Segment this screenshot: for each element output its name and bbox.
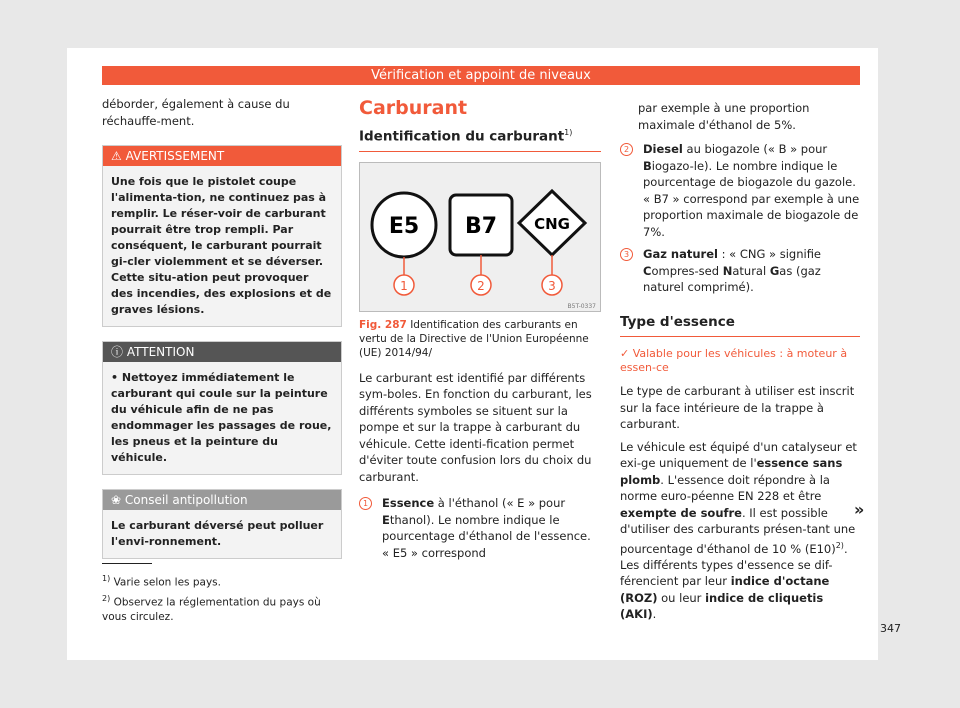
item-text-part: atural: [732, 263, 770, 278]
cng-label: CNG: [534, 214, 570, 233]
footnote-2: [102, 592, 342, 624]
fuel-symbols-svg: [360, 163, 600, 311]
e5-symbol: [372, 193, 436, 257]
item-letter: C: [643, 263, 652, 278]
subsection-heading: [359, 125, 601, 152]
footnote-text: Observez la réglementation du pays où vous circulez.: [102, 596, 321, 623]
list-item-3: [620, 246, 860, 296]
attention-box: [102, 341, 342, 475]
item-number: 3: [620, 248, 633, 261]
figure-number: Fig. 287: [359, 318, 407, 331]
item1-continuation: par exemple à une proportion maximale d'éthanol de 5%.: [638, 101, 810, 132]
item-term: Gaz naturel: [643, 247, 718, 261]
item-text-part: à l'éthanol (« E » pour: [434, 496, 566, 510]
attention-title: ATTENTION: [126, 345, 195, 359]
warning-icon: ⚠: [111, 149, 122, 163]
essence-paragraph-2: [620, 439, 860, 623]
svg-text:2: 2: [477, 278, 485, 293]
footnote-text: Varie selon les pays.: [113, 576, 221, 589]
subsection-heading-essence: Type d'essence: [620, 314, 860, 338]
bold-term: indice de cliquetis (AKI): [620, 590, 824, 622]
text-part: .: [652, 607, 657, 622]
b7-symbol: [450, 195, 512, 255]
attention-text: Nettoyez immédiatement le carburant qui coule sur la peinture du véhicule afin de ne pas endommager les passages de roue, les pneus et la peinture du véhicule.: [111, 371, 332, 464]
essence-paragraph-1: Le type de carburant à utiliser est inscrit sur la face intérieure de la trappe à carburant.: [620, 384, 855, 431]
column-middle: [359, 97, 601, 567]
text-part: Le véhicule est équipé d'un catalyseur et exi-ge uniquement de l': [620, 439, 857, 470]
footnote-number: 1): [102, 574, 111, 583]
item-number: 1: [359, 497, 372, 510]
footnote-1: [102, 572, 342, 590]
warning-body: Une fois que le pistolet coupe l'alimenta-tion, ne continuez pas à remplir. Le réser-voir de carburant pourrait être trop rempli. Par conséquent, le carburant pourrait gi-cler violemment et se déverser. Cette situ-ation peut provoquer des incendies, des explosions et de graves lésions.: [103, 166, 341, 326]
warning-title: AVERTISSEMENT: [125, 149, 225, 163]
footnote-ref: 1): [564, 127, 573, 137]
item-number: 2: [620, 143, 633, 156]
item-text-part: : « CNG » signifie: [717, 247, 822, 261]
column-left: [102, 96, 342, 573]
check-icon: ✓: [620, 347, 630, 360]
text-part: ou leur: [657, 590, 706, 605]
item-text-part: as (gaz naturel comprimé).: [643, 263, 821, 294]
bold-term: exempte de soufre: [620, 505, 742, 520]
text-part: . Les différents types d'essence se dif-férencient par leur: [620, 541, 848, 589]
item-term: Diesel: [643, 142, 683, 156]
section-heading: Carburant: [359, 97, 468, 119]
item-letter: E: [382, 512, 390, 527]
item-text-part: au biogazole (« B » pour: [682, 142, 828, 156]
eco-body: Le carburant déversé peut polluer l'envi-ronnement.: [103, 510, 341, 558]
eco-header: [103, 490, 341, 510]
bold-term: essence sans plomb: [620, 456, 843, 487]
footnote-ref: 2): [835, 540, 844, 550]
item-term: Essence: [382, 496, 435, 510]
item-letter: B: [643, 158, 652, 173]
text-part: . L'essence doit répondre à la norme euro-péenne EN 228 et être: [620, 472, 830, 503]
eco-title: Conseil antipollution: [124, 493, 248, 507]
applicability-text: Valable pour les véhicules : à moteur à essen-ce: [620, 347, 848, 374]
attention-header: [103, 342, 341, 362]
leaf-icon: ❀: [111, 493, 122, 507]
svg-text:3: 3: [548, 278, 556, 293]
warning-header: [103, 146, 341, 166]
item-letter: N: [722, 263, 733, 278]
subsection-heading-text: Identification du carburant: [359, 128, 565, 144]
figure-code: B5T-0337: [567, 302, 596, 310]
attention-body: • Nettoyez immédiatement le carburant qui coule sur la peinture du véhicule afin de ne pas endommager les passages de roue, les pneus et la peinture du véhicule.: [103, 362, 341, 474]
figure-caption: [359, 318, 601, 360]
item-text: [643, 246, 860, 296]
footnote-number: 2): [102, 594, 111, 603]
list-item-1: [359, 495, 601, 561]
text-part: . Il est possible d'utiliser des carburants présen-tant une pourcentage d'éthanol de 10 % (E10): [620, 505, 856, 556]
e5-label: E5: [388, 213, 420, 239]
fuel-figure: [359, 162, 601, 312]
list-item-2: [620, 141, 860, 240]
bold-term: indice d'octane (ROZ): [620, 574, 830, 605]
callout-1: [394, 275, 414, 295]
svg-text:1: 1: [400, 278, 408, 293]
item-text: [643, 141, 860, 240]
eco-box: [102, 489, 342, 559]
item-text: [382, 495, 601, 561]
page-number: 347: [880, 622, 901, 635]
page-header: Vérification et appoint de niveaux: [102, 66, 860, 85]
b7-label: B7: [464, 213, 498, 239]
callout-3: [542, 275, 562, 295]
item-text-part: thanol). Le nombre indique le pourcentage d'éthanol de l'essence. « E5 » correspond: [382, 512, 591, 560]
callout-2: [471, 275, 491, 295]
intro-paragraph: Le carburant est identifié par différents sym-boles. En fonction du carburant, les différents symboles se situent sur la pompe et sur la trappe à carburant du véhicule. Cette identi-fication permet d'éviter toute confusion lors du choix du carburant.: [359, 370, 592, 484]
warning-box: [102, 145, 342, 327]
footnote-divider: [102, 563, 152, 564]
intro-text: déborder, également à cause du réchauffe-ment.: [102, 97, 290, 128]
applicability-note: [620, 347, 860, 375]
item-text-part: iogazo-le). Le nombre indique le pourcentage de biogazole du gazole. « B7 » correspond par exemple à une proportion maximale de biogazole de 7%.: [643, 158, 860, 239]
item-text-part: ompres-sed: [651, 263, 723, 278]
figure-caption-text: Identification des carburants en vertu de la Directive de l'Union Européenne (UE) 2014/94/: [359, 318, 589, 359]
continue-mark: »: [854, 500, 865, 519]
column-right: [620, 100, 860, 629]
info-icon: ⓘ: [111, 345, 124, 359]
item-letter: G: [769, 263, 780, 278]
